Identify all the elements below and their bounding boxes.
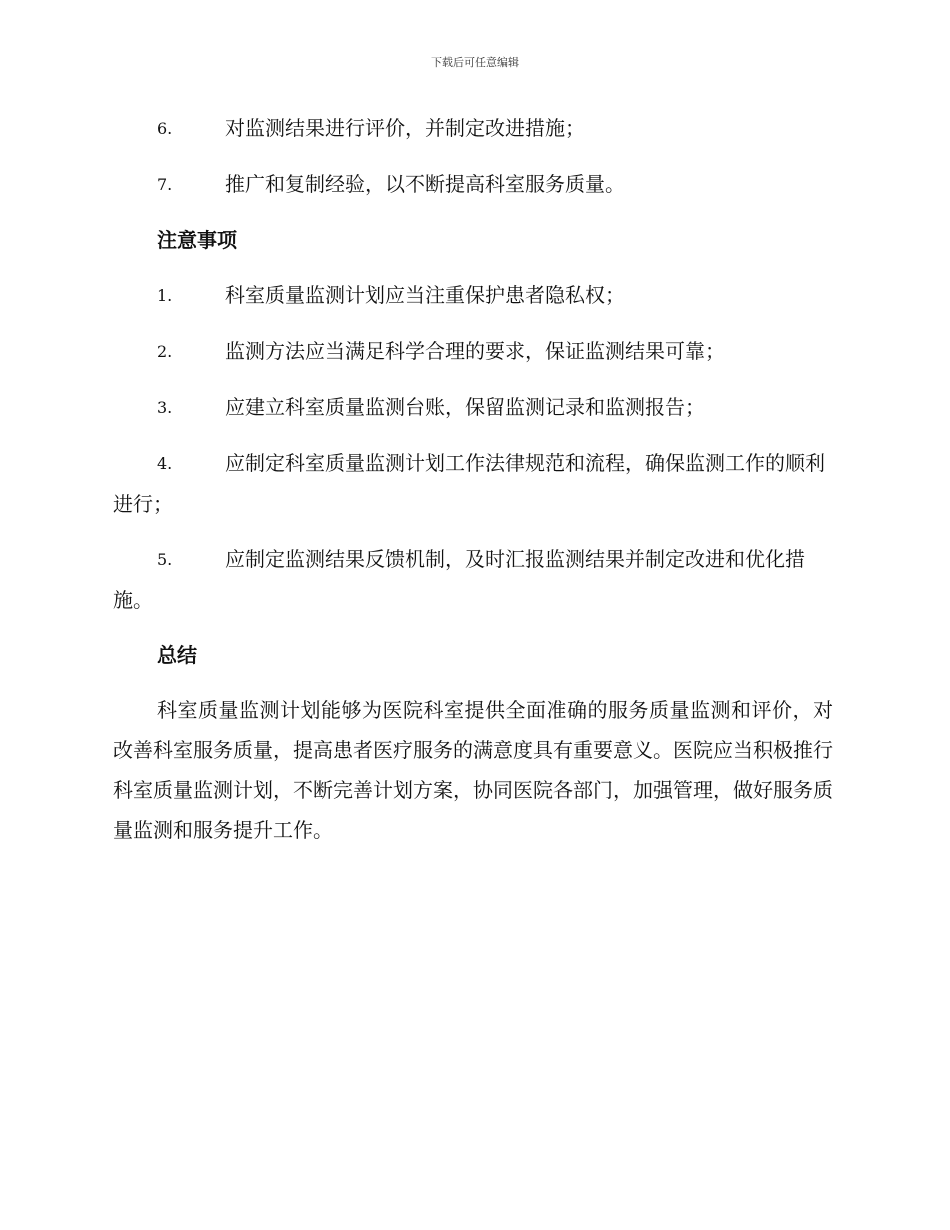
section-heading-summary: 总结 bbox=[157, 643, 197, 667]
list-item bbox=[113, 443, 833, 524]
list-item-text: 应建立科室质量监测台账，保留监测记录和监测报告； bbox=[225, 395, 705, 419]
list-item-number: 3. bbox=[157, 398, 173, 417]
list-item-text: 监测方法应当满足科学合理的要求，保证监测结果可靠； bbox=[225, 339, 725, 363]
list-item-number: 5. bbox=[157, 550, 173, 569]
list-item-text: 推广和复制经验，以不断提高科室服务质量。 bbox=[225, 172, 625, 196]
list-item-number: 6. bbox=[157, 119, 173, 138]
list-item bbox=[113, 539, 833, 620]
list-item bbox=[113, 275, 833, 316]
list-item-text: 应制定科室质量监测计划工作法律规范和流程，确保监测工作的顺利进行； bbox=[113, 451, 825, 516]
list-item-text: 对监测结果进行评价，并制定改进措施； bbox=[225, 116, 585, 140]
list-item-number: 4. bbox=[157, 454, 173, 473]
summary-paragraph: 科室质量监测计划能够为医院科室提供全面准确的服务质量监测和评价，对改善科室服务质量，提高患者医疗服务的满意度具有重要意义。医院应当积极推行科室质量监测计划，不断完善计划方案，协同医院各部门，加强管理，做好服务质量监测和服务提升工作。 bbox=[113, 698, 833, 842]
section-heading-notes: 注意事项 bbox=[157, 228, 237, 252]
list-item-text: 科室质量监测计划应当注重保护患者隐私权； bbox=[225, 283, 625, 307]
page-header: 下载后可任意编辑 bbox=[431, 56, 519, 69]
document-body bbox=[113, 108, 833, 850]
list-item-text: 应制定监测结果反馈机制，及时汇报监测结果并制定改进和优化措施。 bbox=[113, 547, 805, 612]
list-item bbox=[113, 164, 833, 205]
list-item bbox=[113, 108, 833, 149]
list-item bbox=[113, 387, 833, 428]
list-item-number: 1. bbox=[157, 286, 173, 305]
list-item bbox=[113, 331, 833, 372]
list-item-number: 2. bbox=[157, 342, 173, 361]
list-item-number: 7. bbox=[157, 175, 173, 194]
